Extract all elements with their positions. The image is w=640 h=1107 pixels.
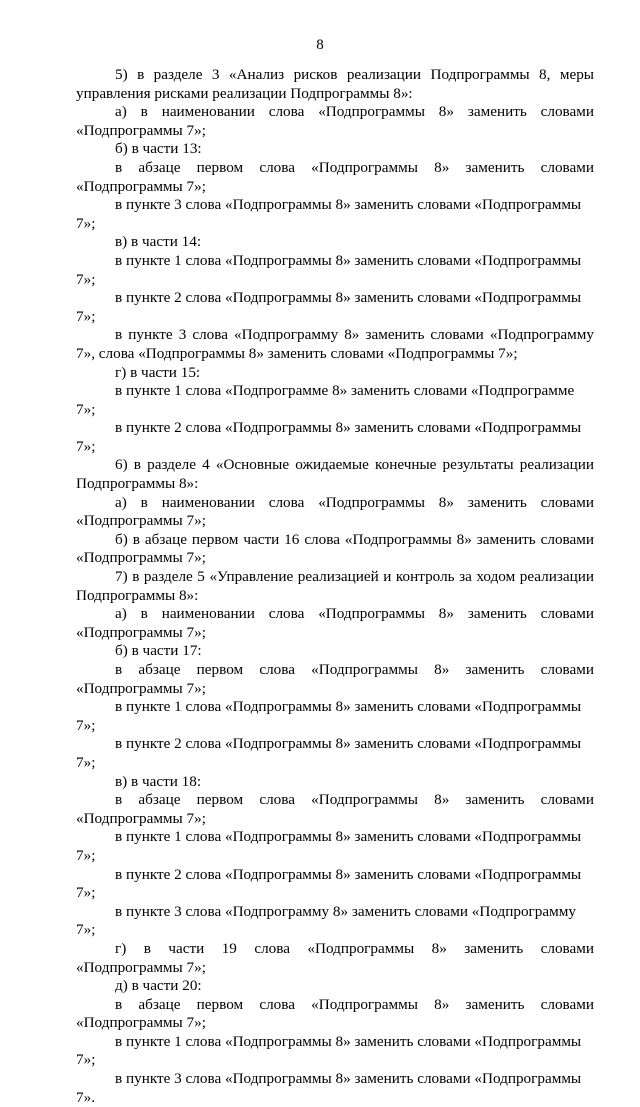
- paragraph-7v-abzats: в абзаце первом слова «Подпрограммы 8» заменить словами «Подпрограммы 7»;: [76, 791, 594, 827]
- paragraph-5v: в) в части 14:: [115, 233, 202, 251]
- paragraph-7v: в) в части 18:: [115, 772, 202, 790]
- paragraph-5b-punkt-3: в пункте 3 слова «Подпрограммы 8» заменить словами «Подпрограммы 7»;: [76, 196, 582, 232]
- paragraph-7b-punkt-1: в пункте 1 слова «Подпрограммы 8» заменить словами «Подпрограммы 7»;: [76, 698, 582, 734]
- paragraph-5b-abzats: в абзаце первом слова «Подпрограммы 8» заменить словами «Подпрограммы 7»;: [76, 158, 594, 195]
- paragraph-7-section-5: 7) в разделе 5 «Управление реализацией и контроль за ходом реализации Подпрограммы 8»:: [76, 568, 594, 604]
- paragraph-7v-punkt-1: в пункте 1 слова «Подпрограммы 8» заменить словами «Подпрограммы 7»;: [76, 828, 582, 864]
- paragraph-6-section-4: 6) в разделе 4 «Основные ожидаемые конечные результаты реализации Подпрограммы 8»:: [76, 456, 594, 493]
- paragraph-5a: а) в наименовании слова «Подпрограммы 8» заменить словами «Подпрограммы 7»;: [76, 103, 594, 139]
- paragraph-7d-punkt-1: в пункте 1 слова «Подпрограммы 8» заменить словами «Подпрограммы 7»;: [76, 1032, 582, 1069]
- paragraph-7a: а) в наименовании слова «Подпрограммы 8» заменить словами «Подпрограммы 7»;: [76, 605, 594, 641]
- paragraph-7d-punkt-3: в пункте 3 слова «Подпрограммы 8» заменить словами «Подпрограммы 7».: [76, 1070, 582, 1106]
- paragraph-7b-punkt-2: в пункте 2 слова «Подпрограммы 8» заменить словами «Подпрограммы 7»;: [76, 735, 582, 771]
- page-number: 8: [316, 37, 324, 53]
- paragraph-5g: г) в части 15:: [115, 363, 201, 381]
- paragraph-5b: б) в части 13:: [115, 140, 202, 158]
- paragraph-7g: г) в части 19 слова «Подпрограммы 8» заменить словами «Подпрограммы 7»;: [76, 939, 594, 976]
- paragraph-7v-punkt-2: в пункте 2 слова «Подпрограммы 8» заменить словами «Подпрограммы 7»;: [76, 865, 582, 902]
- paragraph-7d-abzats: в абзаце первом слова «Подпрограммы 8» заменить словами «Подпрограммы 7»;: [76, 995, 594, 1032]
- paragraph-5g-punkt-1: в пункте 1 слова «Подпрограмме 8» заменить словами «Подпрограмме 7»;: [76, 382, 575, 418]
- paragraph-5v-punkt-2: в пункте 2 слова «Подпрограммы 8» заменить словами «Подпрограммы 7»;: [76, 289, 582, 325]
- paragraph-6b: б) в абзаце первом части 16 слова «Подпрограммы 8» заменить словами «Подпрограммы 7»;: [76, 530, 594, 567]
- paragraph-7v-punkt-3: в пункте 3 слова «Подпрограмму 8» заменить словами «Подпрограмму 7»;: [76, 902, 576, 939]
- paragraph-5v-punkt-3: в пункте 3 слова «Подпрограмму 8» заменить словами «Подпрограмму 7», слова «Подпрограммы 8» заменить словами «Подпрограммы 7»;: [76, 326, 594, 362]
- paragraph-7b-abzats: в абзаце первом слова «Подпрограммы 8» заменить словами «Подпрограммы 7»;: [76, 661, 594, 697]
- document-body: [76, 66, 594, 1107]
- paragraph-7d: д) в части 20:: [115, 977, 202, 995]
- paragraph-5g-punkt-2: в пункте 2 слова «Подпрограммы 8» заменить словами «Подпрограммы 7»;: [76, 419, 582, 455]
- paragraph-6a: а) в наименовании слова «Подпрограммы 8» заменить словами «Подпрограммы 7»;: [76, 493, 594, 530]
- paragraph-7b: б) в части 17:: [115, 642, 202, 660]
- paragraph-5v-punkt-1: в пункте 1 слова «Подпрограммы 8» заменить словами «Подпрограммы 7»;: [76, 251, 582, 288]
- paragraph-5-section-3: 5) в разделе 3 «Анализ рисков реализации Подпрограммы 8, меры управления рисками реализации Подпрограммы 8»:: [76, 66, 594, 102]
